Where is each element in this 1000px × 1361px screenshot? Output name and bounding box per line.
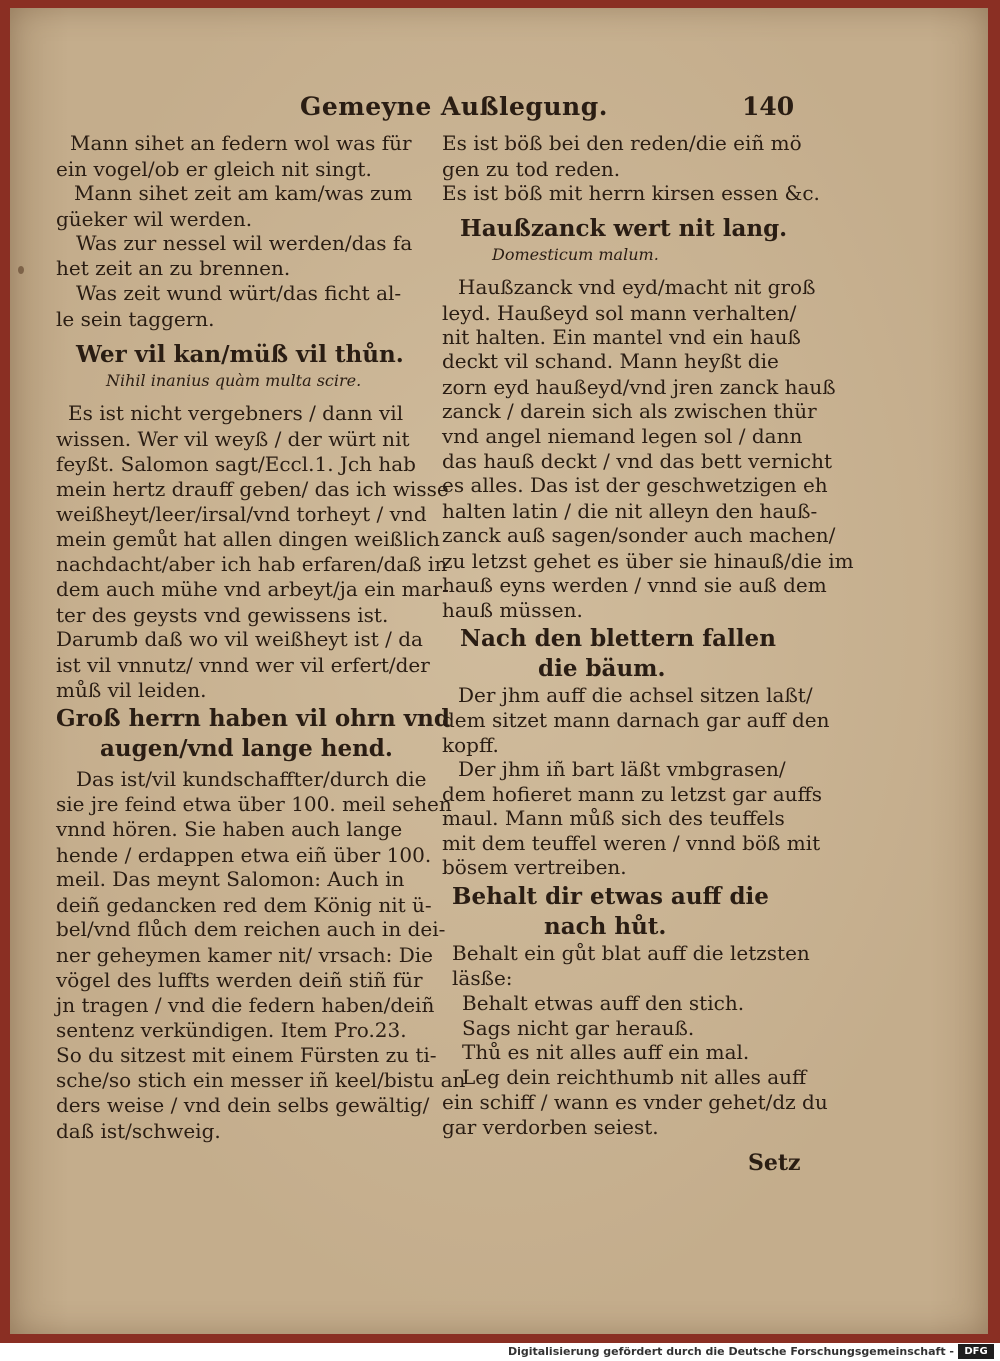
text-line: zorn eyd haußeyd/vnd jren zanck hauß xyxy=(442,375,836,399)
text-line: le sein taggern. xyxy=(56,307,215,331)
text-line: weißheyt/leer/irsal/vnd torheyt / vnd xyxy=(56,502,427,526)
text-line: Das ist/vil kundschaffter/durch die xyxy=(76,767,427,791)
footer-credit: Digitalisierung gefördert durch die Deutsche Forschungsgemeinschaft - xyxy=(507,1345,954,1358)
text-line: Sags nicht gar herauß. xyxy=(462,1016,695,1040)
text-line: mein gemůt hat allen dingen weißlich xyxy=(56,527,440,551)
text-line: nit halten. Ein mantel vnd ein hauß xyxy=(442,325,801,349)
section-heading: Wer vil kan/müß vil thůn. xyxy=(76,341,404,368)
text-line: ner geheymen kamer nit/ vrsach: Die xyxy=(56,943,433,967)
text-line: zanck auß sagen/sonder auch machen/ xyxy=(442,523,836,547)
digitization-footer xyxy=(0,1343,1000,1361)
text-line: Thů es nit alles auff ein mal. xyxy=(462,1040,750,1064)
text-line: daß ist/schweig. xyxy=(56,1119,221,1143)
text-line: zanck / darein sich als zwischen thür xyxy=(442,399,817,423)
text-line: ter des geysts vnd gewissens ist. xyxy=(56,603,389,627)
text-line: dem sitzet mann darnach gar auff den xyxy=(442,708,830,732)
text-line: Behalt etwas auff den stich. xyxy=(462,991,745,1015)
text-line: zu letzst gehet es über sie hinauß/die im xyxy=(442,549,854,573)
text-line: Es ist böß mit herrn kirsen essen &c. xyxy=(442,181,820,205)
text-line: kopff. xyxy=(442,733,499,757)
text-line: es alles. Das ist der geschwetzigen eh xyxy=(442,473,828,497)
text-line: Es ist nicht vergebners / dann vil xyxy=(68,401,404,425)
text-line: Mann sihet zeit am kam/was zum xyxy=(74,181,413,205)
book-page xyxy=(10,8,988,1334)
catchword: Setz xyxy=(748,1150,801,1176)
latin-motto: Nihil inanius quàm multa scire. xyxy=(106,371,362,390)
text-line: Mann sihet an federn wol was für xyxy=(70,131,412,155)
text-line: So du sitzest mit einem Fürsten zu ti- xyxy=(56,1043,437,1067)
text-line: gen zu tod reden. xyxy=(442,157,621,181)
text-line: Leg dein reichthumb nit alles auff xyxy=(462,1065,807,1089)
text-line: Behalt ein gůt blat auff die letzsten xyxy=(452,941,810,965)
section-heading: die bäum. xyxy=(538,655,666,682)
text-line: ders weise / vnd dein selbs gewältig/ xyxy=(56,1093,430,1117)
text-line: můß vil leiden. xyxy=(56,678,207,702)
text-line: leyd. Haußeyd sol mann verhalten/ xyxy=(442,301,797,325)
text-line: feyßt. Salomon sagt/Eccl.1. Jch hab xyxy=(56,452,416,476)
page-blemish xyxy=(18,266,24,274)
text-line: sie jre feind etwa über 100. meil sehen xyxy=(56,792,452,816)
text-line: halten latin / die nit alleyn den hauß- xyxy=(442,499,818,523)
text-line: vnd angel niemand legen sol / dann xyxy=(442,424,803,448)
text-line: Haußzanck vnd eyd/macht nit groß xyxy=(458,275,816,299)
text-line: das hauß deckt / vnd das bett vernicht xyxy=(442,449,833,473)
text-line: ein vogel/ob er gleich nit singt. xyxy=(56,157,372,181)
text-line: dem hofieret mann zu letzst gar auffs xyxy=(442,782,823,806)
text-line: Was zeit wund würt/das ficht al- xyxy=(76,281,402,305)
section-heading: nach hůt. xyxy=(544,913,667,940)
text-line: deiñ gedancken red dem König nit ü- xyxy=(56,893,432,917)
text-line: jn tragen / vnd die federn haben/deiñ xyxy=(56,993,435,1017)
text-line: ein schiff / wann es vnder gehet/dz du xyxy=(442,1090,828,1114)
text-line: mein hertz drauff geben/ das ich wisse xyxy=(56,477,449,501)
text-line: Es ist böß bei den reden/die eiñ mö xyxy=(442,131,802,155)
text-line: hende / erdappen etwa eiñ über 100. xyxy=(56,843,432,867)
text-line: güeker wil werden. xyxy=(56,207,253,231)
text-line: läsße: xyxy=(452,966,513,990)
page-number: 140 xyxy=(742,92,795,121)
section-heading: augen/vnd lange hend. xyxy=(100,735,393,762)
text-line: nachdacht/aber ich hab erfaren/daß in xyxy=(56,552,448,576)
text-line: sentenz verkündigen. Item Pro.23. xyxy=(56,1018,407,1042)
text-line: bel/vnd flůch dem reichen auch in dei- xyxy=(56,917,446,941)
text-line: wissen. Wer vil weyß / der würt nit xyxy=(56,427,410,451)
text-line: vögel des luffts werden deiñ stiñ für xyxy=(56,968,423,992)
text-line: Der jhm iñ bart läßt vmbgrasen/ xyxy=(458,757,786,781)
text-line: Was zur nessel wil werden/das fa xyxy=(76,231,413,255)
text-line: dem auch mühe vnd arbeyt/ja ein mar- xyxy=(56,577,449,601)
section-heading: Haußzanck wert nit lang. xyxy=(460,215,788,242)
text-line: Darumb daß wo vil weißheyt ist / da xyxy=(56,627,423,651)
section-heading: Groß herrn haben vil ohrn vnd xyxy=(56,705,450,732)
text-line: gar verdorben seiest. xyxy=(442,1115,659,1139)
latin-motto: Domesticum malum. xyxy=(492,245,659,264)
dfg-logo: DFG xyxy=(958,1344,994,1359)
text-line: maul. Mann můß sich des teuffels xyxy=(442,806,785,830)
section-heading: Nach den blettern fallen xyxy=(460,625,776,652)
text-line: vnnd hören. Sie haben auch lange xyxy=(56,817,403,841)
text-line: hauß eyns werden / vnnd sie auß dem xyxy=(442,573,827,597)
text-line: deckt vil schand. Mann heyßt die xyxy=(442,349,779,373)
text-line: mit dem teuffel weren / vnnd böß mit xyxy=(442,831,821,855)
text-line: het zeit an zu brennen. xyxy=(56,256,291,280)
text-line: ist vil vnnutz/ vnnd wer vil erfert/der xyxy=(56,653,430,677)
running-head: Gemeyne Außlegung. xyxy=(300,92,608,121)
text-line: hauß müssen. xyxy=(442,598,583,622)
text-line: Der jhm auff die achsel sitzen laßt/ xyxy=(458,683,813,707)
text-line: bösem vertreiben. xyxy=(442,855,627,879)
text-line: sche/so stich ein messer iñ keel/bistu an xyxy=(56,1068,466,1092)
text-line: meil. Das meynt Salomon: Auch in xyxy=(56,867,405,891)
section-heading: Behalt dir etwas auff die xyxy=(452,883,769,910)
